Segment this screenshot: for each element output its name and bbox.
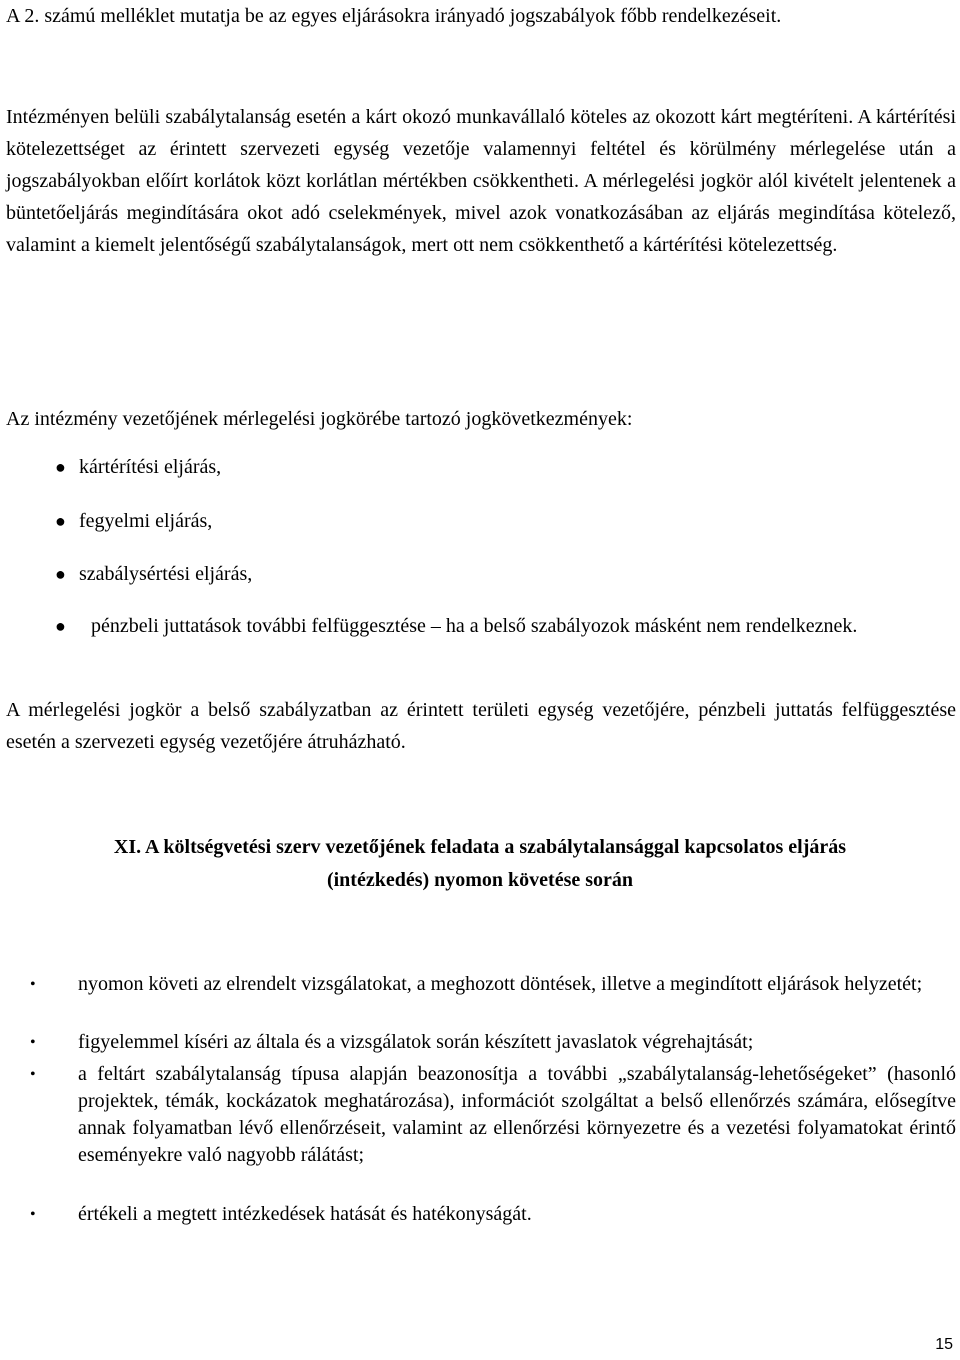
list-item-text: fegyelmi eljárás, — [79, 510, 213, 532]
list-item-text: kártérítési eljárás, — [79, 456, 222, 478]
duty-text: figyelemmel kíséri az általa és a vizsgálatok során készített javaslatok végrehajtását; — [78, 1031, 754, 1053]
duty-item — [30, 1201, 956, 1228]
list-item-text: pénzbeli juttatások további felfüggesztése – ha a belső szabályozok másként nem rendelkeznek. — [91, 615, 858, 637]
list-item — [55, 505, 212, 537]
paragraph-damages: Intézményen belüli szabálytalanság esetén a kárt okozó munkavállaló köteles az okozott kárt megtéríteni. A kártérítési kötelezettséget az érintett szervezeti egység vezetője valamennyi feltétel és körülmény mérlegelése után a jogszabályokban előírt korlátok közt korlátlan mértékben csökkentheti. A mérlegelési jogkör alól kivételt jelentenek a büntetőeljárás megindítására okot adó cselekmények, mivel azok vonatkozásában az eljárás megindítása kötelező, valamint a kiemelt jelentőségű szabálytalanságok, mert ott nem csökkenthető a kártérítési kötelezettség. — [6, 106, 956, 256]
bullet-icon: • — [30, 1034, 36, 1051]
bullet-icon: • — [30, 1066, 36, 1083]
section-heading-line1: XI. A költségvetési szerv vezetőjének feladata a szabálytalansággal kapcsolatos eljárás — [113, 836, 847, 858]
bullet-icon: ● — [55, 616, 66, 636]
bullet-icon: ● — [55, 457, 66, 477]
page-number: 15 — [935, 1336, 953, 1353]
duty-item — [30, 1061, 956, 1169]
bullet-icon: • — [30, 976, 36, 993]
bullet-icon: • — [30, 1206, 36, 1223]
duty-text: a feltárt szabálytalanság típusa alapján beazonosítja a további „szabálytalanság-lehetőségeket” (hasonló projektek, témák, kockázatok meghatározása), információt szolgáltat a belső ellenőrzés számára, elősegítve annak folyamatban lévő ellenőrzéseit, valamint az ellenőrzési környezetre és a vezetési folyamatokat érintő eseményekre való nagyobb rálátást; — [78, 1063, 956, 1166]
list-item — [55, 558, 252, 590]
duty-text: nyomon követi az elrendelt vizsgálatokat, a meghozott döntések, illetve a megindított eljárások helyzetét; — [78, 973, 923, 995]
duty-item — [30, 1029, 956, 1056]
paragraph-delegation: A mérlegelési jogkör a belső szabályzatban az érintett területi egység vezetőjére, pénzbeli juttatás felfüggesztése esetén a szervezeti egység vezetőjére átruházható. — [6, 699, 956, 753]
intro-line: A 2. számú melléklet mutatja be az egyes eljárásokra irányadó jogszabályok főbb rendelkezéseit. — [6, 5, 782, 27]
list-item — [55, 451, 221, 483]
list-item-text: szabálysértési eljárás, — [79, 563, 253, 585]
duty-text: értékeli a megtett intézkedések hatását és hatékonyságát. — [78, 1203, 532, 1225]
consequences-intro: Az intézmény vezetőjének mérlegelési jogkörébe tartozó jogkövetkezmények: — [6, 408, 633, 430]
bullet-icon: ● — [55, 564, 66, 584]
bullet-icon: ● — [55, 511, 66, 531]
section-heading-line2: (intézkedés) nyomon követése során — [326, 869, 634, 891]
duty-item — [30, 971, 956, 998]
list-item — [55, 610, 956, 642]
